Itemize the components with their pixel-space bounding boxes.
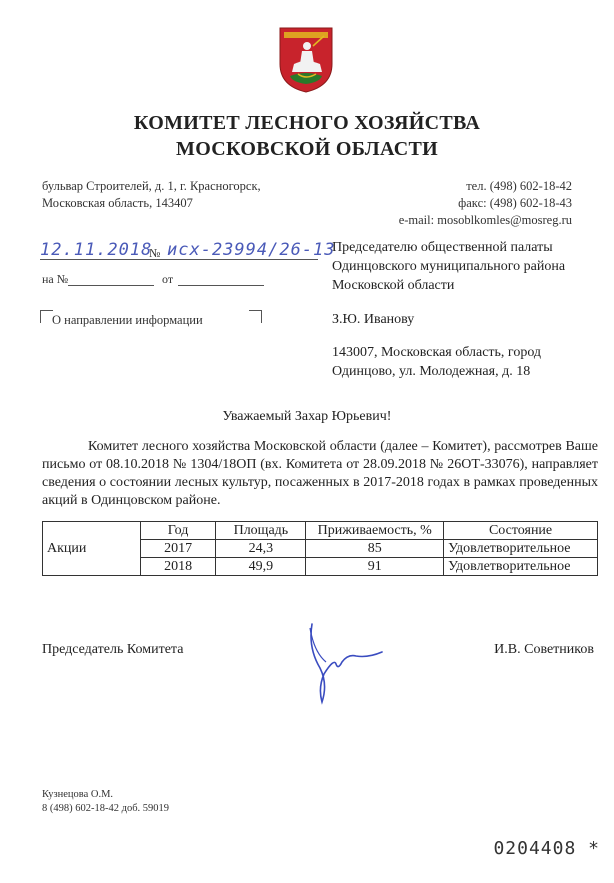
table-header-area: Площадь	[216, 522, 306, 540]
sender-phone: тел. (498) 602-18-42	[466, 179, 572, 193]
sender-email: e-mail: mosoblkomles@mosreg.ru	[398, 213, 572, 227]
registration-date: 12.11.2018	[40, 240, 153, 260]
organization-name-line2: МОСКОВСКОЙ ОБЛАСТИ	[176, 138, 438, 160]
recipient-name: З.Ю. Иванову	[332, 312, 415, 327]
organization-name-line1: КОМИТЕТ ЛЕСНОГО ХОЗЯЙСТВА	[133, 112, 481, 134]
moscow-oblast-coat-of-arms-icon	[276, 24, 336, 94]
recipient-title-line1: Председателю общественной палаты	[332, 240, 553, 255]
table-header-status: Состояние	[444, 522, 598, 540]
greeting: Уважаемый Захар Юрьевич!	[222, 409, 392, 424]
executor-info	[42, 788, 169, 816]
table-cell-survival: 85	[306, 540, 444, 558]
table-cell-area: 49,9	[216, 558, 306, 576]
recipient-title	[332, 238, 565, 295]
recipient-address	[332, 343, 541, 381]
table-cell-area: 24,3	[216, 540, 306, 558]
subject-line: О направлении информации	[52, 313, 203, 327]
subject-bracket-right	[249, 310, 262, 323]
recipient-address-line1: 143007, Московская область, город	[332, 345, 542, 360]
table-cell-year: 2018	[140, 558, 216, 576]
registration-number: исх-23994/26-13	[167, 240, 336, 260]
table-header-year: Год	[140, 522, 216, 540]
signer-name: И.В. Советников	[494, 642, 594, 657]
table-header-survival: Приживаемость, %	[306, 522, 444, 540]
table-cell-survival: 91	[306, 558, 444, 576]
sender-address	[42, 178, 261, 212]
document-serial-number: 0204408 *	[493, 838, 600, 859]
table-row-label: Акции	[43, 522, 141, 576]
reply-to-date-line	[178, 285, 264, 286]
table-cell-status: Удовлетворительное	[444, 540, 598, 558]
table-cell-status: Удовлетворительное	[444, 558, 598, 576]
signer-position: Председатель Комитета	[42, 642, 184, 657]
table-header-row	[43, 522, 598, 540]
executor-name: Кузнецова О.М.	[42, 789, 114, 800]
sender-address-line2: Московская область, 143407	[42, 196, 193, 210]
table-cell-year: 2017	[140, 540, 216, 558]
registration-number-label: №	[149, 246, 161, 260]
letter-body: Комитет лесного хозяйства Московской области (далее – Комитет), рассмотрев Ваше письмо от 08.10.2018 № 1304/18ОП (вх. Комитета от 28.09.2018 № 26ОТ-33076), направляет сведения о состоянии лесных культур, посаженных в 2017-2018 годах в рамках проведенных акций в Одинцовском районе.	[42, 439, 598, 508]
sender-address-line1: бульвар Строителей, д. 1, г. Красногорск,	[42, 179, 261, 193]
forest-crops-table	[42, 521, 598, 576]
handwritten-signature	[290, 618, 400, 708]
registration-underline	[40, 259, 318, 260]
reply-to-number-line	[68, 285, 154, 286]
recipient-title-line3: Московской области	[332, 278, 455, 293]
sender-contacts	[399, 178, 572, 229]
recipient-title-line2: Одинцовского муниципального района	[332, 259, 566, 274]
sender-fax: факс: (498) 602-18-43	[458, 196, 572, 210]
reply-to-date-label: от	[162, 272, 174, 286]
reply-to-number-label: на №	[42, 272, 69, 286]
executor-phone: 8 (498) 602-18-42 доб. 59019	[42, 803, 170, 814]
recipient-address-line2: Одинцово, ул. Молодежная, д. 18	[332, 364, 531, 379]
